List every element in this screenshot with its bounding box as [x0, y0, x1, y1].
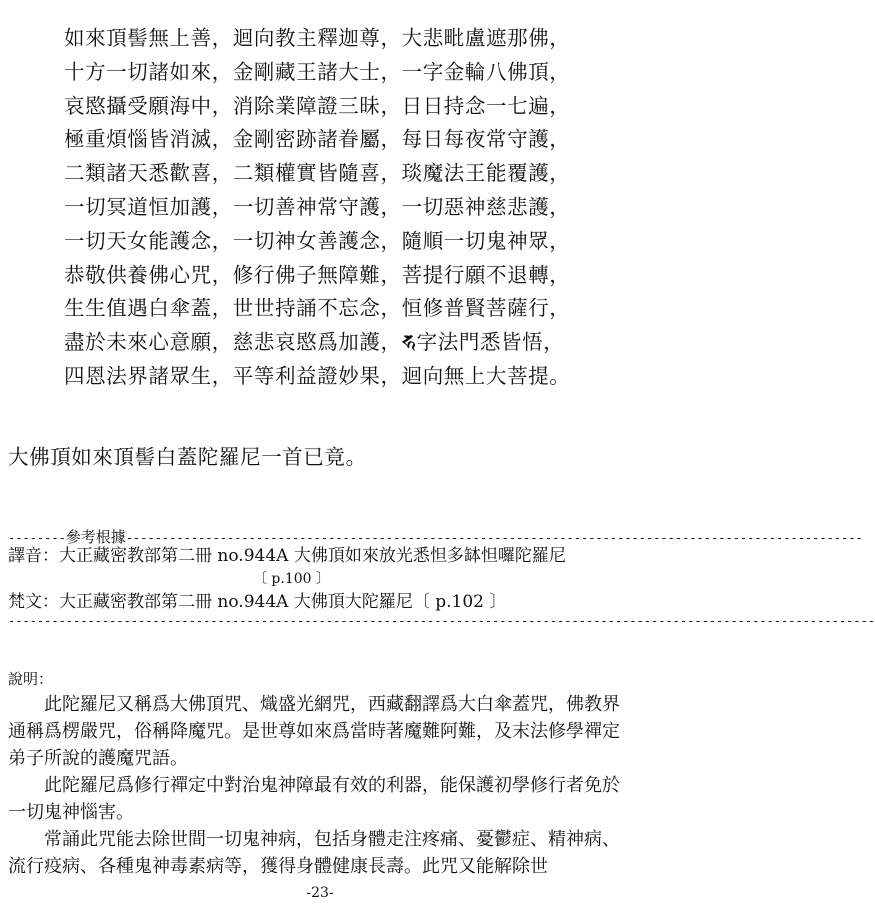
- references-section: [8, 528, 875, 628]
- verse-line: 哀愍攝受願海中，消除業障證三昧，日日持念一七遍，: [64, 93, 571, 118]
- reference-header-divider: --------參考根據------------------------------------------------------------------------------------------------------: [8, 528, 863, 546]
- page-number: -23-: [306, 885, 334, 901]
- verse-line: 生生值遇白傘蓋，世世持誦不忘念，恒修普賢菩薩行，: [64, 296, 571, 321]
- reference-page: 〔 p.100 〕: [252, 571, 330, 587]
- explanation-paragraph: 此陀羅尼又稱爲大佛頂咒、熾盛光網咒，西藏翻譯爲大白傘蓋咒，佛教界通稱爲楞嚴咒，俗稱降魔咒。是世尊如來爲當時著魔難阿難，及末法修學禪定弟子所說的護魔咒語。: [8, 694, 620, 769]
- verse-block: [64, 22, 624, 394]
- closing-line: 大佛頂如來頂髻白蓋陀羅尼一首已竟。: [8, 445, 367, 469]
- verse-line: 二類諸天悉歡喜，二類權實皆隨喜，琰魔法王能覆護，: [64, 161, 571, 186]
- reference-line: 梵文：大正藏密教部第二冊 no.944A 大佛頂大陀羅尼〔 p.102 〕: [8, 592, 507, 612]
- verse-line: 極重煩惱皆消滅，金剛密跡諸眷屬，每日每夜常守護，: [64, 127, 571, 152]
- explanation-title: 說明：: [8, 670, 54, 688]
- verse-line: 恭敬供養佛心咒，修行佛子無障難，菩提行願不退轉，: [64, 262, 571, 287]
- verse-line: 如來頂髻無上善，迴向教主釋迦尊，大悲毗盧遮那佛，: [64, 26, 571, 50]
- reference-footer-divider: ------------------------------------------------------------------------------------------------------------------------: [8, 614, 875, 628]
- references-heading: 參考根據: [65, 528, 126, 546]
- explanation-section: [8, 667, 620, 880]
- explanation-paragraph: 常誦此咒能去除世間一切鬼神病，包括身體走注疼痛、憂鬱症、精神病、流行疫病、各種鬼神毒素病等，獲得身體健康長壽。此咒又能解除世: [8, 829, 620, 877]
- verse-line: 四恩法界諸眾生，平等利益證妙果，迴向無上大菩提。: [64, 363, 571, 388]
- verse-line: 一切冥道恒加護，一切善神常守護，一切惡神慈悲護，: [64, 194, 571, 219]
- explanation-paragraph: 此陀羅尼爲修行禪定中對治鬼神障最有效的利器，能保護初學修行者免於一切鬼神惱害。: [8, 775, 620, 823]
- reference-line: 譯音：大正藏密教部第二冊 no.944A 大佛頂如來放光悉怛多缽怛囉陀羅尼: [8, 546, 566, 566]
- verse-line: 十方一切諸如來，金剛藏王諸大士，一字金輪八佛頂，: [64, 59, 571, 84]
- verse-line: 一切天女能護念，一切神女善護念，隨順一切鬼神眾，: [64, 228, 571, 253]
- verse-line: 盡於未來心意願，慈悲哀愍爲加護，𑖮字法門悉皆悟，: [64, 330, 565, 355]
